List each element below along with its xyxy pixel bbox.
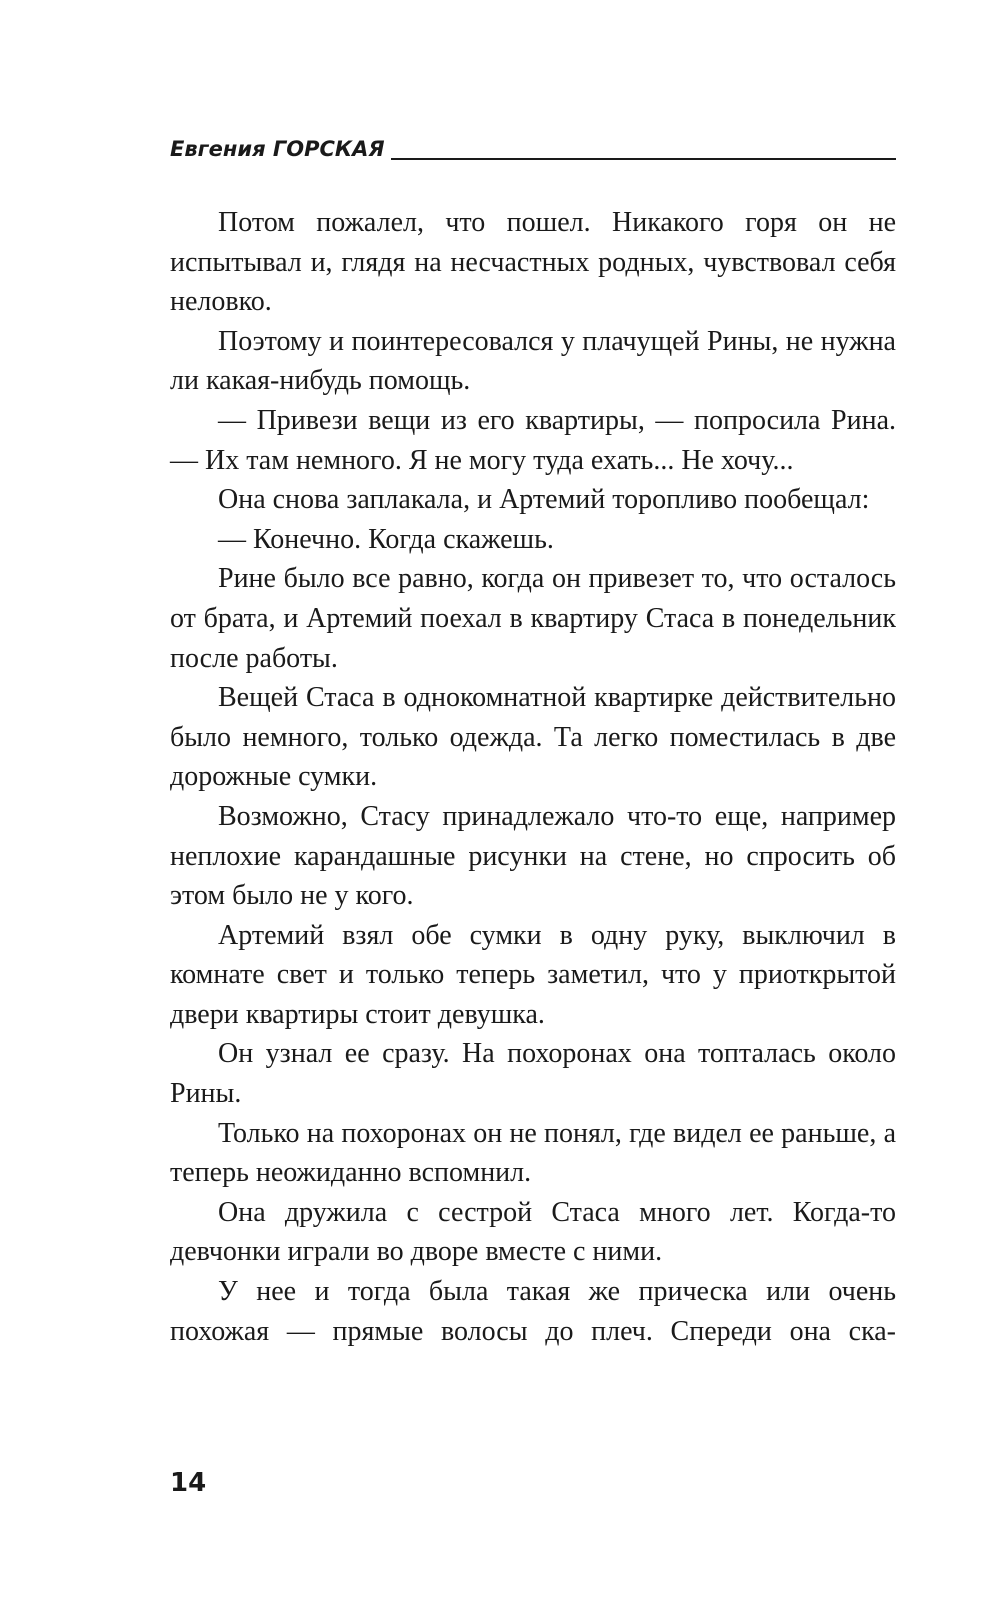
paragraph: Артемий взял обе сумки в одну руку, выключил в комнате свет и только теперь заметил, что у приоткрытой двери квартиры стоит девушка.: [170, 919, 896, 1030]
paragraph: Потом пожалел, что пошел. Никакого горя он не испытывал и, глядя на несчастных родных, чувствовал себя неловко.: [170, 207, 896, 318]
paragraph: — Конечно. Когда скажешь.: [218, 523, 554, 555]
body-text: [170, 203, 896, 1351]
paragraph: Она снова заплакала, и Артемий торопливо пообещал:: [218, 484, 870, 516]
paragraph: Рине было все равно, когда он привезет то, что осталось от брата, и Артемий поехал в квартиру Стаса в понедельник после работы.: [170, 563, 896, 674]
header-author: Евгения ГОРСКАЯ: [170, 138, 391, 160]
paragraph: Он узнал ее сразу. На похоронах она топталась около Рины.: [170, 1038, 896, 1110]
paragraph: Она дружила с сестрой Стаса много лет. Когда-то девчонки играли во дворе вместе с ними.: [170, 1196, 896, 1268]
running-header: [170, 138, 896, 162]
paragraph: Только на похоронах он не понял, где видел ее раньше, а теперь неожиданно вспомнил.: [170, 1117, 896, 1189]
page-number: 14: [170, 1468, 207, 1498]
paragraph: Поэтому и поинтересовался у плачущей Рины, не нужна ли какая-нибудь помощь.: [170, 325, 896, 397]
paragraph: Возможно, Стасу принадлежало что-то еще, например неплохие карандашные рисунки на стене, но спросить об этом было не у кого.: [170, 800, 896, 912]
paragraph: У нее и тогда была такая же прическа или очень похожая — прямые волосы до плеч. Спереди она ска-: [170, 1276, 896, 1347]
paragraph: — Привези вещи из его квартиры, — попросила Рина. — Их там немного. Я не могу туда ехать... Не хочу...: [170, 404, 896, 476]
paragraph: Вещей Стаса в однокомнатной квартирке действительно было немного, только одежда. Та легко поместилась в две дорожные сумки.: [170, 682, 896, 793]
